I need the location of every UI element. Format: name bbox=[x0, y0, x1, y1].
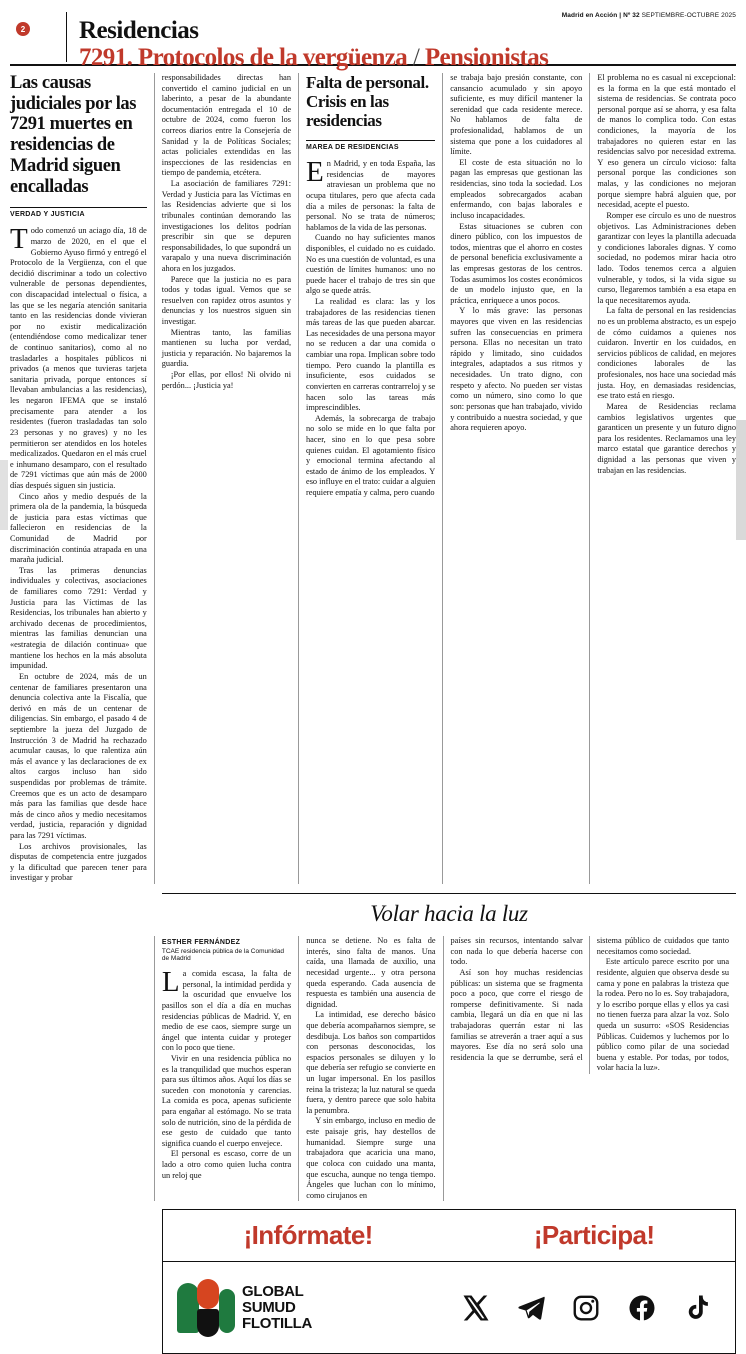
article1-paragraph: Los archivos provisionales, las disputas de competencia entre juzgados y la dificultad que parecen tener para investigar y probar bbox=[10, 841, 147, 883]
article2-paragraph: Marea de Residencias reclama cambios legislativos urgentes que garanticen un presente y un futuro digno para los residentes. Reclamamos una ley marco estatal que garantice derechos y dignidad a las personas que viven y trabajan en las residencias. bbox=[597, 401, 736, 475]
article3-headline: Volar hacia la luz bbox=[370, 901, 528, 927]
facebook-icon[interactable] bbox=[627, 1293, 657, 1323]
top-article-grid bbox=[10, 73, 736, 884]
page-folio-badge: 2 bbox=[16, 22, 30, 36]
article1-paragraph: Todo comenzó un aciago día, 18 de marzo de 2020, en el que el Gobierno Ayuso firmó y entregó el Protocolo de la Vergüenza, con el que decidió discriminar a todo un colectivo vulnerable de personas dependientes, con discapacidad intelectual o física, a las que se les negaría atención sanitaria tanto en las residencias donde vivieran por no existir medicalización (entendiéndose como medicalizar tener de continuo sanitarios), como al no trasladarles a hospitales públicos ni privados (a menos que tuvieras tarjeta sanitaria privada, porque entonces sí llevaban ambulancias a las residencias), les negaron IFEMA que se instaló precisamente para atender a los residentes (fueron trasladadas tan solo 23 personas y no graves) y no les permitieron ser atendidos en los hoteles medicalizados. Quedaron en el más cruel e inhumano desamparo, con el resultado de 7291 víctimas que aún más de 2000 días después siguen sin justicia. bbox=[10, 223, 147, 490]
subsection-part-2: Pensionistas bbox=[424, 44, 549, 71]
masthead-body bbox=[79, 12, 736, 71]
column-4 bbox=[442, 73, 589, 884]
masthead bbox=[10, 0, 736, 71]
article1-paragraph: Mientras tanto, las familias mantienen su lucha por verdad, justicia y reparación. No bajaremos la guardia. bbox=[161, 327, 292, 369]
column-3 bbox=[298, 73, 442, 884]
article2-paragraph: se trabaja bajo presión constante, con cansancio acumulado y sin apoyo suficiente, es muy difícil mantener la serenidad que cada residente merece. No hablamos de falta de profesionalidad, hablamos de un sistema que pone a los cuidadores al límite. bbox=[450, 73, 583, 157]
article2-paragraph: El coste de esta situación no lo pagan las empresas que gestionan las residencias, sino toda la sociedad. Los empleados sobrecargados acaban enfermando, con bajas laborales e incluso incapacidades. bbox=[450, 157, 583, 220]
article1-paragraph: Parece que la justicia no es para todos y todas igual. Vemos que se resuelven con rapidez otros asuntos y denuncias y los nuestros siguen sin investigar. bbox=[161, 274, 292, 327]
logo-line-1: GLOBAL bbox=[242, 1283, 304, 1301]
column-b3 bbox=[298, 936, 442, 1201]
article2-paragraph: En Madrid, y en toda España, las residencias de mayores atraviesan un problema que no ocupa titulares, pero que afecta cada día a miles de personas: la falta de personal. No se trata de números; hablamos de la vida de las personas. bbox=[306, 156, 436, 232]
scroll-overlay[interactable] bbox=[736, 420, 746, 540]
bottom-article-grid bbox=[10, 936, 736, 1201]
section-title: Residencias bbox=[79, 17, 199, 44]
article2-paragraph: El problema no es casual ni excepcional: es la forma en la que está montado el sistema de residencias. Se contrata poco personal porque así se ahorra, y esa falta de manos lo complica todo. Con estas condiciones, la mayoría de los trabajadores no quieren estar en las residencias salvo por necesidad extrema. Y eso genera un círculo vicioso: falta personal porque las condiciones son malas, y las condiciones no mejoran porque siempre habrá alguien que, por necesidad, acepte el puesto. bbox=[597, 73, 736, 210]
article1-paragraph: responsabilidades directas han convertido el camino judicial en un laberinto, a pesar de la abundante documentación entregada el 10 de octubre de 2024, como fueron los correos diarios entre la Consejería de Sanidad y la de Políticas Sociales; actas policiales extendidas en las inspecciones de las residencias en tiempo de pandemia, etcétera. bbox=[161, 73, 292, 178]
subsection-title bbox=[79, 45, 736, 71]
global-sumud-flotilla-logo bbox=[163, 1279, 438, 1337]
article1-paragraph: Tras las primeras denuncias individuales y colectivas, asociaciones de familiares como 7291: Verdad y Justicia para las Víctimas de las Residencias, los tribunales han abierto y archivado decenas de procedimientos, mientras las familias denuncian una «estrategia de dilación continua» que mantiene los hechos en la más absoluta impunidad. bbox=[10, 565, 147, 671]
article3-byline: ESTHER FERNÁNDEZ bbox=[161, 939, 241, 947]
article3-paragraph: nunca se detiene. No es falta de interés, sino falta de manos. Una caída, una llamada de auxilio, una necesidad urgente... y otra persona queda esperando. Cada ausencia de respuesta es también una ausencia de dignidad. bbox=[306, 936, 436, 1009]
masthead-meta bbox=[562, 12, 736, 19]
column-1 bbox=[10, 73, 154, 884]
masthead-divider bbox=[66, 12, 67, 62]
column-5 bbox=[589, 73, 736, 884]
participa-cta[interactable]: ¡Participa! bbox=[533, 1220, 655, 1251]
article3-paragraph: Vivir en una residencia pública no es la tranquilidad que muchos esperan para sus últimos años. Aquí los días se suceden con monotonía y carencias. La comida es poca, apenas suficiente para engañar al estómago. No se trata solo de nutrición, sino de la pérdida de ese gesto de cuidado que tanto significa cuando el cuerpo envejece. bbox=[161, 1053, 292, 1148]
instagram-icon[interactable] bbox=[571, 1293, 601, 1323]
banner-logo-row bbox=[163, 1262, 735, 1353]
article2-paragraph: Y lo más grave: las personas mayores que viven en las residencias sufren las consecuencias en primera persona. Ellas no necesitan un trato rápido y limitado, sino cuidados integrales, adaptados a sus ritmos y necesidades. Un trato digno, con respeto y afecto. No pueden ser vistas como un número, sino como lo que son: personas que han trabajado, vivido y contribuido a nuestra sociedad, y que ahora requieren apoyo. bbox=[450, 306, 583, 433]
article1-paragraph: En octubre de 2024, más de un centenar de familiares presentaron una denuncia colectiva ante la Fiscalía, que derivó en más de un centenar de diligencias. Sin embargo, el pasado 4 de septiembre la jueza del Juzgado de Instrucción 3 de Madrid ha rechazado acumular causas, lo que ralentiza aún más el avance y las declaraciones de ex altos cargos incluso han sido suspendidas por problemas de trámite. Creemos que es un acto de desamparo más para las familias que desde hace más de cinco años y medio necesitamos verdad, justicia, reparación y dignidad para las 7291 víctimas. bbox=[10, 671, 147, 841]
tiktok-icon[interactable] bbox=[682, 1293, 712, 1323]
article2-paragraph: Romper ese círculo es uno de nuestros objetivos. Las Administraciones deben garantizar con leyes la plantilla adecuada y condiciones laborales dignas. Y como sociedad, no podemos mirar hacia otro lado. Todos tenemos cerca a alguien vulnerable, y todos, si la vida sigue su curso, llegaremos también a esa etapa en la que necesitaremos ayuda. bbox=[597, 210, 736, 305]
article1-paragraph: Cinco años y medio después de la primera ola de la pandemia, la búsqueda de justicia para estas víctimas que fallecieron en residencias de la Comunidad de Madrid por discriminación continúa atrapada en una maraña judicial. bbox=[10, 491, 147, 565]
issue-date: SEPTIEMBRE-OCTUBRE 2025 bbox=[641, 12, 736, 19]
article2-headline: Falta de personal. Crisis en las residencias bbox=[306, 73, 429, 131]
article1-byline: VERDAD Y JUSTICIA bbox=[10, 207, 147, 218]
logo-line-2: SUMUD bbox=[242, 1298, 296, 1316]
social-icons-row bbox=[438, 1293, 735, 1323]
article3-paragraph: La comida escasa, la falta de personal, la intimidad perdida y la oscuridad que envuelve los pasillos son el día a día en muchas residencias públicas de Madrid. Y, en medio de ese caos, siempre surge un ángel que intenta cuidar y proteger con lo poco que tiene. bbox=[161, 966, 292, 1053]
article2-paragraph: Además, la sobrecarga de trabajo no solo se mide en lo que falta por hacer, sino en lo que pesa sobre quienes cuidan. El agotamiento físico y emocional termina afectando al estado de ánimo de los empleados. Y eso influye en el trato: cuidar a alguien requiere empatía y calma, pero cuando bbox=[306, 413, 436, 497]
article1-paragraph: La asociación de familiares 7291: Verdad y Justicia para las Víctimas en las Residencias advierte que si los tribunales continúan demorando las investigaciones los delitos podrían prescribir sin que se depuren responsabilidades, lo que supondrá un varapalo y una nueva discriminación ahora en los juzgados. bbox=[161, 179, 292, 273]
article3-paragraph: Así son hoy muchas residencias públicas: un sistema que se fragmenta poco a poco, que corre el riesgo de romperse definitivamente. Si nada cambia, llegará un día en que ni las trabajadoras querrán estar ni las familias se atreverán a traer aquí a sus mayores. Ese día no será solo una residencia la que se derrumbe, será el sistema público de cuidados que tanto necesitamos como sociedad. bbox=[450, 936, 729, 1062]
article3-paragraph: países sin recursos, intentando salvar con nada lo que debería hacerse con todo. bbox=[450, 936, 583, 967]
informate-cta[interactable]: ¡Infórmate! bbox=[243, 1220, 373, 1251]
issue-number: Nº 32 bbox=[623, 12, 640, 19]
left-shade-overlay bbox=[0, 460, 8, 530]
article3-paragraph: El personal es escaso, corre de un lado a otro como quien lucha contra un reloj que bbox=[161, 1149, 292, 1180]
logo-line-3: FLOTILLA bbox=[242, 1314, 313, 1332]
article2-paragraph: La falta de personal en las residencias no es un problema abstracto, es un espejo de cómo cuidamos a quienes nos cuidaron. Invertir en los cuidados, en servicios públicos de calidad, en mejores condiciones laborales de las profesionales, nos hace una sociedad más justa. Hoy, en demasiadas residencias, ese trato está en riesgo. bbox=[597, 306, 736, 401]
flotilla-logo-text bbox=[242, 1284, 312, 1331]
x-twitter-icon[interactable] bbox=[461, 1293, 491, 1323]
article3-paragraph: Este artículo parece escrito por una residente, alguien que observa desde su cama y pone en palabras la tristeza que la rodea. Pero no lo es. Soy trabajadora, y lo escribo porque ellas y ellos ya casi no tienen fuerza para alzar la voz. Solo queda un susurro: «SOS Residencias Públicas. Cuidemos y luchemos por lo público como pilar de una sociedad buena y estable. Por todas, por todos, volar hacia la luz». bbox=[596, 957, 730, 1073]
column-b4 bbox=[443, 936, 736, 1201]
article1-paragraph: ¡Por ellas, por ellos! Ni olvido ni perdón... ¡Justicia ya! bbox=[161, 370, 292, 390]
meta-separator: | bbox=[617, 12, 624, 19]
banner-cta-row bbox=[163, 1210, 735, 1262]
flotilla-logo-mark bbox=[177, 1279, 235, 1337]
article3-byline-role: TCAE residencia pública de la Comunidad de Madrid bbox=[161, 948, 284, 963]
article1-headline: Las causas judiciales por las 7291 muertes en residencias de Madrid siguen encalladas bbox=[10, 73, 137, 197]
column-b2 bbox=[154, 936, 298, 1201]
article2-paragraph: Cuando no hay suficientes manos disponibles, el cuidado no es cuidado. No es una cuestión de voluntad, es una cuestión de límites humanos: uno no puede hacer el trabajo de tres sin que algo se quede atrás. bbox=[306, 233, 436, 296]
article3-paragraph: Y sin embargo, incluso en medio de este paisaje gris, hay destellos de humanidad. Siempre surge una trabajadora que acaricia una mano, que coloca con cuidado una manta, que escucha, aunque no tenga tiempo. Ángeles que luchan con lo mínimo, como cirujanos en bbox=[306, 1116, 436, 1200]
column-b1 bbox=[10, 936, 154, 1201]
article2-byline: MAREA DE RESIDENCIAS bbox=[306, 140, 435, 151]
promo-banner[interactable] bbox=[162, 1209, 736, 1354]
column-2 bbox=[154, 73, 298, 884]
publication-name: Madrid en Acción bbox=[561, 12, 618, 19]
article3-rule bbox=[162, 893, 736, 894]
telegram-icon[interactable] bbox=[516, 1293, 546, 1323]
subsection-separator: / bbox=[407, 44, 425, 71]
article2-paragraph: La realidad es clara: las y los trabajadores de las residencias tienen más tareas de las que pueden abarcar. Las necesidades de una persona mayor no se reducen a dar una comida o cambiar una ropa. Implican sobre todo tiempo. Pero cuando la plantilla es insuficiente, esos cuidados se convierten en carreras contrarreloj y se hacen solo las tareas más imprescindibles. bbox=[306, 297, 436, 413]
subsection-part-1: 7291. Protocolos de la vergüenza bbox=[79, 44, 408, 71]
article3-paragraph: La intimidad, ese derecho básico que debería acompañarnos siempre, se desdibuja. Los baños son compartidos con personas desconocidas, los espacios personales se diluyen y lo que debería ser refugio se convierte en un lugar impersonal. En los pasillos reina la tristeza; la luz natural se queda fuera, y dentro parece que solo habita la penumbra. bbox=[306, 1010, 436, 1115]
article2-paragraph: Estas situaciones se cubren con dinero público, con los impuestos de todos, mientras que el ahorro en costes de personal beneficia exclusivamente a las empresas gestoras de los centros. Todas asumimos los costes económicos de un modelo injusto que, en la práctica, enriquece a unos pocos. bbox=[450, 221, 583, 305]
